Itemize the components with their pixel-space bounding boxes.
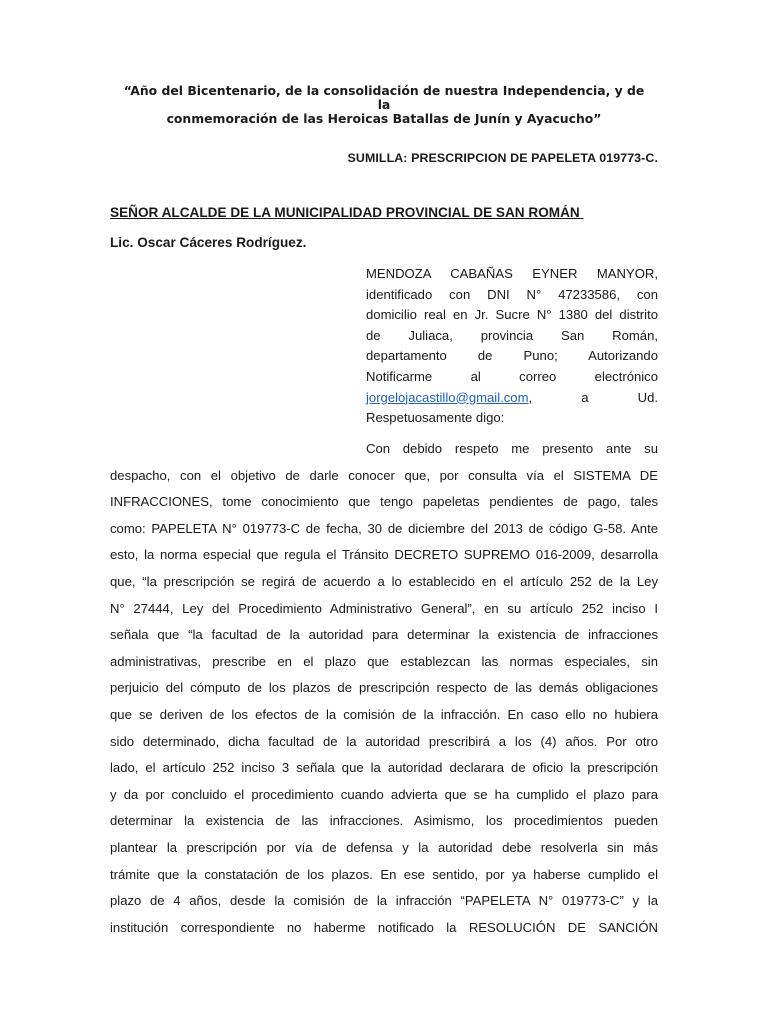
body-line: lado, el artículo 252 inciso 3 señala que la autoridad declarara de oficio la prescripción bbox=[110, 760, 658, 776]
body-line: administrativas, prescribe en el plazo que establezcan las normas especiales, sin bbox=[110, 653, 658, 669]
email-suffix: , a Ud. bbox=[528, 389, 658, 405]
body-line: plazo de 4 años, desde la comisión de la infracción “PAPELETA N° 019773-C” y la bbox=[110, 893, 658, 909]
sumilla-heading: SUMILLA: PRESCRIPCION DE PAPELETA 019773-C. bbox=[347, 151, 658, 165]
petitioner-block bbox=[366, 264, 658, 429]
body-line: perjuicio del cómputo de los plazos de prescripción respecto de las demás obligaciones bbox=[110, 680, 658, 696]
petitioner-line: departamento de Puno; Autorizando bbox=[366, 348, 658, 364]
addressee-name: Lic. Oscar Cáceres Rodríguez. bbox=[110, 235, 307, 250]
petitioner-email-line bbox=[366, 388, 658, 409]
petitioner-line: MENDOZA CABAÑAS EYNER MANYOR, bbox=[366, 266, 658, 281]
body-paragraph bbox=[110, 436, 658, 941]
body-line: despacho, con el objetivo de darle conocer que, por consulta vía el SISTEMA DE bbox=[110, 467, 658, 483]
body-line: esto, la norma especial que regula el Tránsito DECRETO SUPREMO 016-2009, desarrolla bbox=[110, 547, 658, 563]
motto-line-1: “Año del Bicentenario, de la consolidación de nuestra Independencia, y de la bbox=[123, 83, 645, 112]
body-line: señala que “la facultad de la autoridad para determinar la existencia de infracciones bbox=[110, 627, 658, 643]
body-line: que, “la prescripción se regirá de acuerdo a lo establecido en el artículo 252 de la Ley bbox=[110, 573, 658, 589]
body-line: trámite que la constatación de los plazos. En ese sentido, por ya haberse cumplido el bbox=[110, 866, 658, 882]
body-line: N° 27444, Ley del Procedimiento Administrativo General”, en su artículo 252 inciso I bbox=[110, 600, 658, 616]
body-line: Con debido respeto me presento ante su bbox=[366, 441, 658, 456]
email-link[interactable]: jorgelojacastillo@gmail.com bbox=[366, 389, 529, 405]
body-line: como: PAPELETA N° 019773-C de fecha, 30 de diciembre del 2013 de código G-58. Ante bbox=[110, 520, 658, 536]
body-line: plantear la prescripción por vía de defensa y la autoridad debe resolverla sin más bbox=[110, 839, 658, 855]
addressee-title: SEÑOR ALCALDE DE LA MUNICIPALIDAD PROVINCIAL DE SAN ROMÁN bbox=[110, 205, 584, 220]
motto-line-2: conmemoración de las Heroicas Batallas de Junín y Ayacucho” bbox=[166, 111, 602, 126]
body-line: sido determinado, dicha facultad de la autoridad prescribirá a los (4) años. Por otro bbox=[110, 733, 658, 749]
body-line: INFRACCIONES, tome conocimiento que tengo papeletas pendientes de pago, tales bbox=[110, 494, 658, 510]
year-motto bbox=[120, 84, 648, 126]
petitioner-closing: Respetuosamente digo: bbox=[366, 410, 505, 426]
petitioner-line: de Juliaca, provincia San Román, bbox=[366, 327, 658, 343]
petitioner-line: identificado con DNI N° 47233586, con bbox=[366, 286, 658, 302]
petitioner-line: domicilio real en Jr. Sucre N° 1380 del distrito bbox=[366, 307, 658, 323]
body-line: determinar la existencia de las infracciones. Asimismo, los procedimientos pueden bbox=[110, 813, 658, 829]
petitioner-line: Notificarme al correo electrónico bbox=[366, 368, 658, 384]
body-line: y da por concluido el procedimiento cuando advierta que se ha cumplido el plazo para bbox=[110, 786, 658, 802]
body-line: institución correspondiente no haberme notificado la RESOLUCIÓN DE SANCIÓN bbox=[110, 919, 658, 935]
body-line: que se deriven de los efectos de la comisión de la infracción. En caso ello no hubiera bbox=[110, 706, 658, 722]
